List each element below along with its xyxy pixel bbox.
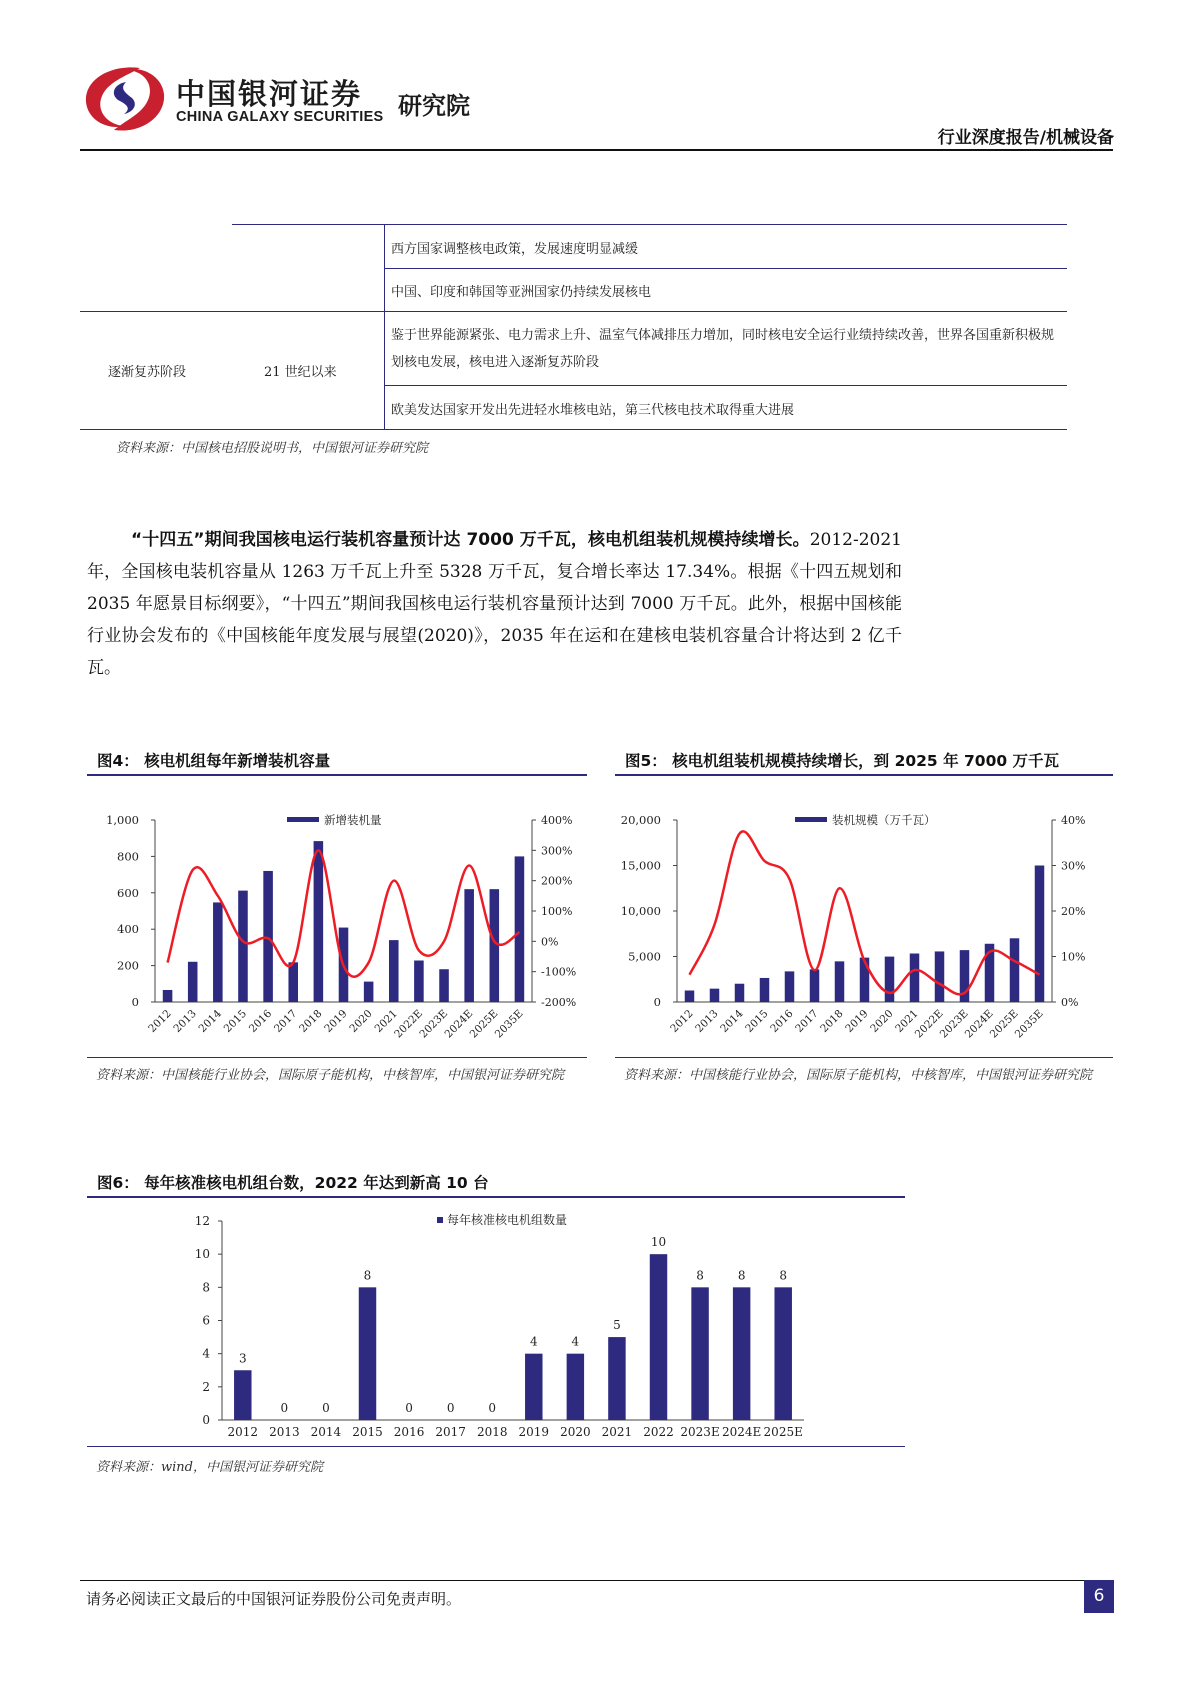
bar bbox=[835, 961, 845, 1002]
x-tick-label: 2023E bbox=[680, 1425, 720, 1439]
bar bbox=[733, 1287, 750, 1420]
y-tick-label: 200 bbox=[117, 958, 139, 973]
fig5-title-rule bbox=[615, 774, 1113, 776]
bar bbox=[785, 971, 795, 1002]
fig5-title: 图5： 核电机组装机规模持续增长，到 2025 年 7000 万千瓦 bbox=[625, 752, 1060, 770]
table-rule bbox=[232, 224, 1067, 225]
legend-swatch bbox=[795, 817, 827, 822]
x-tick-label: 2017 bbox=[271, 1007, 300, 1036]
bar bbox=[238, 891, 248, 1002]
y2-tick-label: 30% bbox=[1061, 859, 1086, 873]
bar bbox=[464, 889, 474, 1002]
fig5-chart bbox=[615, 785, 1113, 1055]
x-tick-label: 2023E bbox=[937, 1007, 971, 1041]
x-tick-label: 2021 bbox=[372, 1007, 400, 1036]
table-cell-stage: 逐渐复苏阶段 bbox=[108, 365, 187, 380]
bar bbox=[288, 962, 298, 1002]
table-cell: 鉴于世界能源紧张、电力需求上升、温室气体减排压力增加，同时核电安全运行业绩持续改善，世界各国重新积极规划核电发展，核电进入逐渐复苏阶段 bbox=[391, 328, 1055, 370]
bar bbox=[525, 1354, 542, 1420]
bar bbox=[364, 982, 374, 1002]
y-tick-label: 4 bbox=[202, 1346, 210, 1361]
logo-mark bbox=[80, 60, 170, 135]
fig4-bottom-rule bbox=[87, 1057, 587, 1058]
y-tick-label: 0 bbox=[202, 1413, 210, 1427]
x-tick-label: 2014 bbox=[310, 1425, 342, 1439]
footer-disclaimer: 请务必阅读正文最后的中国银河证券股份公司免责声明。 bbox=[86, 1590, 462, 1608]
bar bbox=[650, 1254, 667, 1420]
bar bbox=[188, 962, 198, 1002]
table-cell: 中国、印度和韩国等亚洲国家仍持续发展核电 bbox=[391, 285, 652, 300]
x-tick-label: 2021 bbox=[893, 1007, 921, 1036]
y-tick-label: 1,000 bbox=[106, 813, 139, 827]
x-tick-label: 2024E bbox=[721, 1425, 762, 1439]
y-tick-label: 15,000 bbox=[620, 858, 661, 873]
fig4-title: 图4： 核电机组每年新增装机容量 bbox=[97, 752, 331, 770]
logo-institute: 研究院 bbox=[398, 92, 470, 120]
x-tick-label: 2015 bbox=[221, 1007, 250, 1036]
data-label: 8 bbox=[696, 1268, 704, 1283]
y-tick-label: 10,000 bbox=[620, 904, 661, 918]
data-label: 8 bbox=[737, 1268, 746, 1283]
data-label: 8 bbox=[779, 1268, 788, 1283]
legend-swatch bbox=[437, 1217, 443, 1223]
legend-label: 新增装机量 bbox=[324, 813, 382, 827]
y-tick-label: 20,000 bbox=[620, 813, 661, 827]
table-cell-period: 21 世纪以来 bbox=[264, 365, 337, 380]
x-tick-label: 2016 bbox=[393, 1425, 425, 1439]
fig4-source: 资料来源：中国核能行业协会，国际原子能机构，中核智库，中国银河证券研究院 bbox=[96, 1068, 565, 1083]
y2-tick-label: 0% bbox=[1061, 996, 1079, 1009]
page-number: 6 bbox=[1084, 1580, 1114, 1613]
logo-chinese-name: 中国银河证券 bbox=[176, 77, 363, 111]
data-label: 0 bbox=[322, 1401, 330, 1415]
y-tick-label: 400 bbox=[117, 922, 139, 937]
x-tick-label: 2025E bbox=[763, 1425, 803, 1439]
bar bbox=[314, 841, 324, 1002]
x-tick-label: 2019 bbox=[518, 1425, 550, 1439]
x-tick-label: 2035E bbox=[492, 1007, 526, 1041]
x-tick-label: 2017 bbox=[793, 1007, 821, 1036]
y-tick-label: 600 bbox=[117, 885, 139, 900]
legend-label: 装机规模（万千瓦） bbox=[832, 813, 936, 827]
paragraph-lead: “十四五”期间我国核电运行装机容量预计达 7000 万千瓦，核电机组装机规模持续增长。 bbox=[131, 530, 810, 550]
x-tick-label: 2018 bbox=[476, 1425, 508, 1439]
y-tick-label: 5,000 bbox=[628, 949, 661, 964]
x-tick-label: 2016 bbox=[246, 1007, 275, 1036]
bar bbox=[439, 969, 449, 1002]
bar bbox=[735, 984, 745, 1002]
x-tick-label: 2023E bbox=[417, 1007, 451, 1041]
fig6-source: 资料来源：wind，中国银河证券研究院 bbox=[96, 1460, 323, 1475]
bar bbox=[608, 1337, 625, 1420]
fig6-bottom-rule bbox=[87, 1446, 905, 1447]
x-tick-label: 2024E bbox=[962, 1007, 996, 1041]
x-tick-label: 2017 bbox=[435, 1425, 466, 1439]
x-tick-label: 2013 bbox=[693, 1007, 721, 1036]
x-tick-label: 2014 bbox=[196, 1007, 224, 1036]
data-label: 10 bbox=[650, 1235, 667, 1250]
bar bbox=[1035, 866, 1045, 1003]
x-tick-label: 2018 bbox=[297, 1007, 325, 1036]
paragraph-body: 2012-2021 年，全国核电装机容量从 1263 万千瓦上升至 5328 万千瓦，复合增长率达 17.34%。根据《十四五规划和 2035 年愿景目标纲要》，“十四五”期间我国核电运行装机容量预计达到 7000 万千瓦。此外，根据中国核能行业协会发布的《中国核能年度发展与展望(2020)》，2035 年在运和在建核电装机容量合计将达到 2 亿千瓦。 bbox=[87, 530, 902, 678]
y-tick-label: 2 bbox=[202, 1379, 210, 1394]
bar bbox=[263, 871, 273, 1002]
x-tick-label: 2025E bbox=[987, 1007, 1021, 1041]
bar bbox=[359, 1287, 376, 1420]
y2-tick-label: 100% bbox=[541, 905, 573, 918]
table-cell: 西方国家调整核电政策，发展速度明显减缓 bbox=[391, 242, 639, 257]
x-tick-label: 2022E bbox=[392, 1007, 426, 1041]
bar bbox=[685, 991, 695, 1002]
data-label: 8 bbox=[363, 1268, 372, 1283]
bar bbox=[234, 1370, 251, 1420]
x-tick-label: 2020 bbox=[347, 1007, 375, 1036]
y2-tick-label: -200% bbox=[541, 996, 577, 1009]
logo-english-name: CHINA GALAXY SECURITIES bbox=[176, 109, 384, 125]
legend-label: 每年核准核电机组数量 bbox=[447, 1213, 568, 1227]
y2-tick-label: 40% bbox=[1061, 814, 1086, 827]
report-category: 行业深度报告/机械设备 bbox=[937, 128, 1114, 148]
data-label: 0 bbox=[446, 1401, 455, 1415]
y-tick-label: 0 bbox=[131, 995, 139, 1009]
table-cell: 欧美发达国家开发出先进轻水堆核电站，第三代核电技术取得重大进展 bbox=[391, 403, 795, 418]
data-label: 4 bbox=[529, 1334, 538, 1349]
x-tick-label: 2016 bbox=[768, 1007, 796, 1036]
bar bbox=[163, 990, 173, 1002]
x-tick-label: 2015 bbox=[743, 1007, 771, 1036]
x-tick-label: 2020 bbox=[560, 1425, 591, 1439]
fig6-chart bbox=[87, 1198, 905, 1442]
data-label: 5 bbox=[613, 1318, 621, 1333]
x-tick-label: 2022E bbox=[912, 1007, 946, 1041]
x-tick-label: 2035E bbox=[1012, 1007, 1046, 1041]
body-paragraph bbox=[87, 524, 902, 684]
bar bbox=[213, 902, 223, 1002]
bar bbox=[515, 856, 525, 1002]
x-tick-label: 2022 bbox=[643, 1425, 674, 1439]
bar bbox=[389, 940, 399, 1002]
fig5-bottom-rule bbox=[615, 1057, 1113, 1058]
x-tick-label: 2025E bbox=[467, 1007, 501, 1041]
x-tick-label: 2012 bbox=[227, 1425, 259, 1439]
y2-tick-label: 300% bbox=[541, 844, 573, 858]
table-source: 资料来源：中国核电招股说明书，中国银河证券研究院 bbox=[116, 441, 429, 456]
x-tick-label: 2013 bbox=[269, 1425, 300, 1439]
bar bbox=[691, 1287, 708, 1420]
y2-tick-label: 20% bbox=[1061, 905, 1086, 918]
fig6-title: 图6： 每年核准核电机组台数，2022 年达到新高 10 台 bbox=[97, 1174, 489, 1192]
x-tick-label: 2024E bbox=[442, 1007, 476, 1041]
y2-tick-label: 200% bbox=[541, 874, 573, 888]
fig5-source: 资料来源：中国核能行业协会，国际原子能机构，中核智库，中国银河证券研究院 bbox=[624, 1068, 1093, 1083]
x-tick-label: 2012 bbox=[146, 1007, 174, 1036]
header-rule bbox=[80, 149, 1113, 151]
bar bbox=[935, 951, 945, 1002]
legend-swatch bbox=[287, 817, 319, 822]
table-rule bbox=[384, 268, 1067, 269]
y2-tick-label: 0% bbox=[541, 935, 559, 949]
x-tick-label: 2019 bbox=[843, 1007, 871, 1036]
bar bbox=[774, 1287, 791, 1420]
y2-tick-label: 400% bbox=[541, 814, 573, 827]
x-tick-label: 2019 bbox=[322, 1007, 350, 1036]
x-tick-label: 2021 bbox=[601, 1425, 633, 1439]
bar bbox=[1010, 938, 1020, 1002]
x-tick-label: 2020 bbox=[868, 1007, 896, 1036]
x-tick-label: 2018 bbox=[818, 1007, 846, 1036]
bar bbox=[860, 958, 870, 1002]
y-tick-label: 8 bbox=[202, 1280, 210, 1295]
y-tick-label: 0 bbox=[653, 995, 661, 1009]
footer-rule bbox=[80, 1580, 1113, 1581]
fig4-chart bbox=[87, 785, 587, 1055]
bar bbox=[910, 954, 920, 1002]
bar bbox=[760, 978, 770, 1002]
table-divider bbox=[384, 224, 385, 429]
data-label: 0 bbox=[405, 1401, 413, 1415]
data-label: 4 bbox=[571, 1334, 580, 1349]
bar bbox=[414, 961, 424, 1002]
table-rule bbox=[80, 311, 1067, 312]
y-tick-label: 6 bbox=[202, 1313, 210, 1328]
y-tick-label: 12 bbox=[194, 1214, 210, 1228]
data-label: 0 bbox=[280, 1401, 289, 1415]
fig4-title-rule bbox=[87, 774, 587, 776]
data-label: 0 bbox=[488, 1401, 497, 1415]
y2-tick-label: -100% bbox=[541, 965, 577, 979]
table-rule bbox=[384, 385, 1067, 386]
bar bbox=[710, 989, 720, 1002]
bar bbox=[885, 957, 895, 1002]
table-rule bbox=[80, 429, 1067, 430]
x-tick-label: 2013 bbox=[171, 1007, 199, 1036]
bar bbox=[810, 969, 820, 1002]
x-tick-label: 2014 bbox=[718, 1007, 746, 1036]
bar bbox=[567, 1354, 584, 1420]
y-tick-label: 800 bbox=[117, 849, 139, 864]
x-tick-label: 2012 bbox=[668, 1007, 696, 1036]
y2-tick-label: 10% bbox=[1061, 950, 1086, 964]
data-label: 3 bbox=[238, 1351, 247, 1366]
y-tick-label: 10 bbox=[194, 1247, 210, 1262]
x-tick-label: 2015 bbox=[352, 1425, 383, 1439]
